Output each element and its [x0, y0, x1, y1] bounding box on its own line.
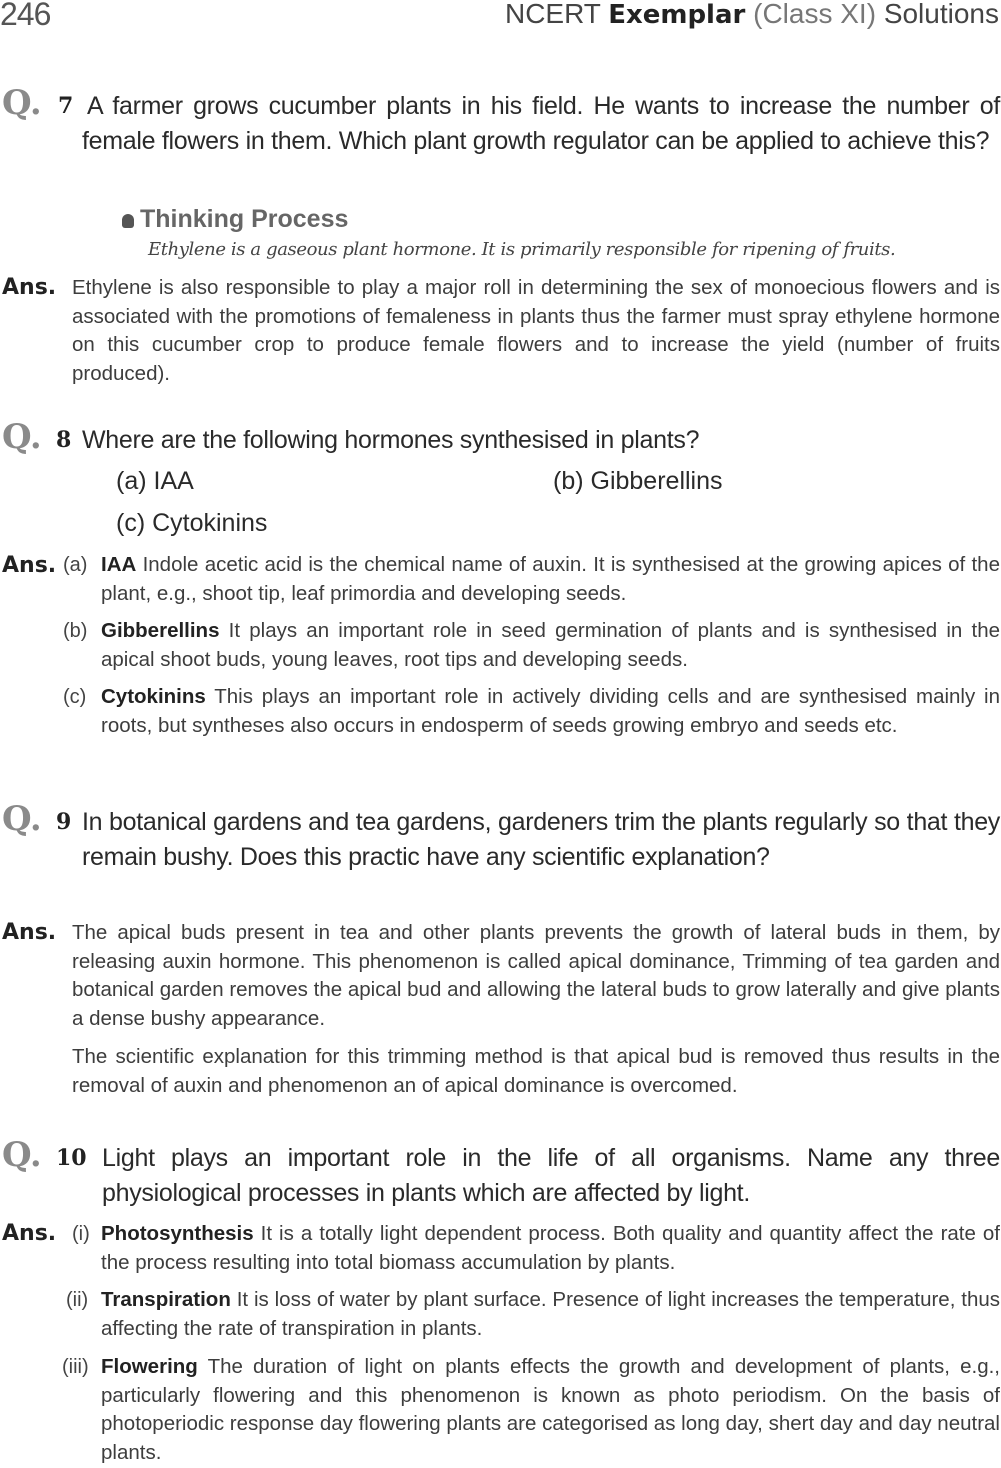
thinking-title: Thinking Process — [140, 205, 349, 233]
question-number: 10 — [56, 1145, 87, 1171]
sub-label: (iii) — [62, 1356, 89, 1378]
answer-text: The scientific explanation for this trimming method is that apical bud is removed thus results in the removal of auxin and phenomenon an of apical dominance is overcomed. — [72, 1045, 1000, 1097]
question-text: Light plays an important role in the life of all organisms. Name any three physiological processes in plants which are affected by light. — [102, 1144, 1000, 1207]
answer-body: This plays an important role in actively dividing cells and are synthesised mainly in roots, but syntheses also occurs in endosperm of seeds growing embryo and seeds etc. — [101, 685, 1001, 737]
answer-label: Ans. — [2, 920, 57, 945]
question-marker: Q. — [2, 1135, 42, 1175]
running-header — [505, 0, 999, 30]
answer-body: It is a totally light dependent process. Both quality and quantity affect the rate of the process resulting into total biomass accumulation by plants. — [101, 1222, 1000, 1274]
answer-text — [101, 683, 1000, 740]
answer-body: It is loss of water by plant surface. Presence of light increases the temperature, thus affecting the rate of transpiration in plants. — [101, 1288, 1001, 1340]
answer-term: Flowering — [101, 1355, 198, 1378]
lightbulb-icon — [122, 214, 134, 228]
question-marker: Q. — [2, 417, 42, 457]
answer-label: Ans. — [2, 1221, 57, 1246]
header-bold: Exemplar — [608, 0, 746, 30]
page-number: 246 — [0, 0, 51, 32]
answer-text — [101, 1353, 1000, 1467]
sub-label: (b) — [63, 620, 88, 642]
question-text: In botanical gardens and tea gardens, gardeners trim the plants regularly so that they remain bushy. Does this practic have any scientific explanation? — [82, 808, 1000, 871]
answer-body: It plays an important role in seed germination of plants and is synthesised in the apical shoot buds, young leaves, root tips and developing seeds. — [101, 619, 1000, 671]
answer-text — [101, 1286, 1000, 1343]
thinking-process-text: Ethylene is a gaseous plant hormone. It is primarily responsible for ripening of fruits. — [148, 239, 896, 260]
answer-term: Photosynthesis — [101, 1222, 254, 1245]
question-marker: Q. — [2, 799, 42, 839]
header-class: (Class XI) — [753, 0, 877, 29]
sub-label: (i) — [72, 1223, 90, 1245]
answer-body: The duration of light on plants effects the growth and development of plants, e.g., particularly flowering and this phenomenon is known as photo periodism. On the basis of photoperiodic response day flowering plants are categorised as long day, shert day and day neutral plants. — [101, 1355, 1001, 1464]
thinking-process-heading — [122, 205, 348, 234]
question-number: 9 — [56, 809, 72, 835]
answer-label: Ans. — [2, 553, 57, 578]
answer-text — [101, 1220, 1000, 1277]
answer-term: Cytokinins — [101, 685, 206, 708]
option: (a) IAA — [116, 467, 194, 495]
question-number: 8 — [56, 427, 72, 453]
answer-body: Indole acetic acid is the chemical name of auxin. It is synthesised at the growing apices of the plant, e.g., shoot tip, leaf primordia and developing seeds. — [101, 553, 1000, 605]
option: (b) Gibberellins — [553, 467, 723, 495]
answer-term: Gibberellins — [101, 619, 220, 642]
answer-text — [101, 551, 1000, 608]
answer-term: Transpiration — [101, 1288, 231, 1311]
question-text: Where are the following hormones synthesised in plants? — [82, 426, 700, 454]
header-suffix: Solutions — [883, 0, 999, 29]
header-prefix: NCERT — [504, 0, 601, 29]
sub-label: (ii) — [66, 1289, 89, 1311]
answer-text: Ethylene is also responsible to play a major roll in determining the sex of monoecious flowers and is associated with the promotions of femaleness in plants thus the farmer must spray ethylene hormone on this cucumber crop to produce female flowers and to increase the yield (number of fruits produced). — [72, 276, 1000, 385]
answer-term: IAA — [101, 553, 137, 576]
answer-label: Ans. — [2, 275, 57, 300]
answer-text: The apical buds present in tea and other plants prevents the growth of lateral buds in them, by releasing auxin hormone. This phenomenon is called apical dominance, Trimming of tea garden and botanical garden removes the apical bud and allowing the lateral buds to grow laterally and give plants a dense bushy appearance. — [72, 921, 1000, 1030]
question-number: 7 — [58, 93, 74, 119]
sub-label: (a) — [63, 554, 88, 576]
answer-text — [101, 617, 1000, 674]
question-text: A farmer grows cucumber plants in his field. He wants to increase the number of female flowers in them. Which plant growth regulator can be applied to achieve this? — [82, 92, 1000, 155]
question-marker: Q. — [2, 83, 42, 123]
option: (c) Cytokinins — [116, 509, 268, 537]
sub-label: (c) — [63, 686, 87, 708]
